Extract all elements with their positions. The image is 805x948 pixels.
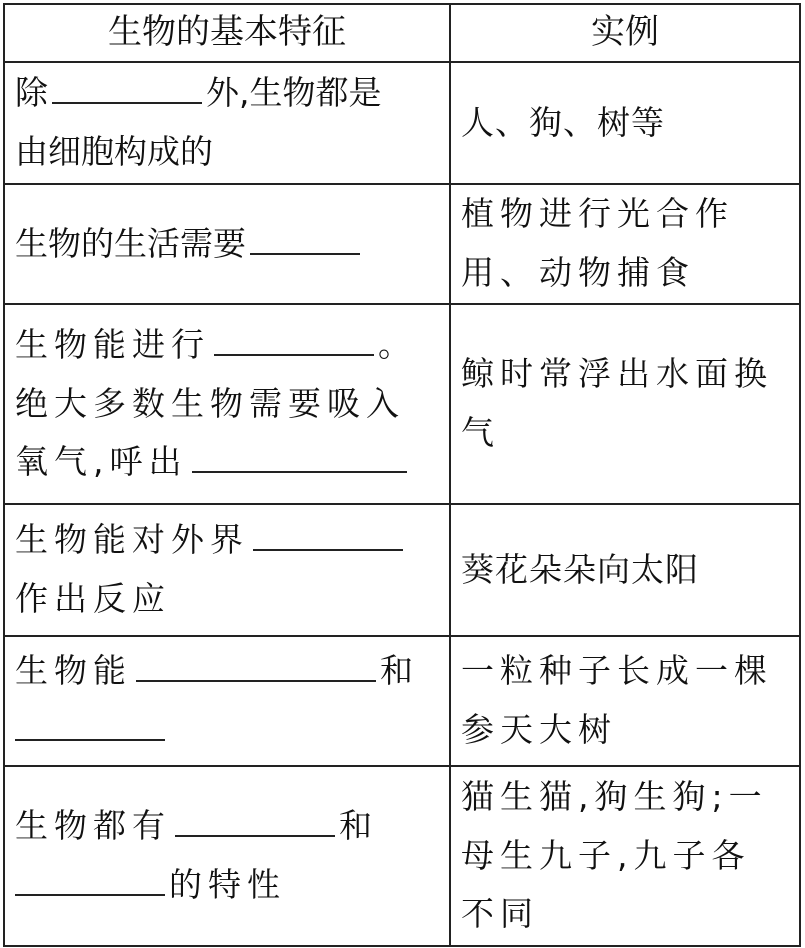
feature-cell bbox=[4, 766, 450, 946]
example-cell: 鲸时常浮出水面换气 bbox=[450, 304, 800, 504]
feature-text: 生物能 bbox=[15, 651, 132, 691]
example-cell: 人、狗、树等 bbox=[450, 62, 800, 184]
example-cell: 猫生猫,狗生狗;一母生九子,九子各不同 bbox=[450, 766, 800, 946]
example-cell: 植物进行光合作用、动物捕食 bbox=[450, 184, 800, 304]
table-row bbox=[4, 766, 800, 946]
feature-text: 和 bbox=[380, 651, 419, 691]
feature-text: 。 bbox=[378, 324, 417, 364]
answer-blank[interactable] bbox=[192, 437, 407, 474]
feature-text: 的特性 bbox=[169, 865, 286, 904]
feature-cell bbox=[4, 636, 450, 766]
answer-blank[interactable] bbox=[253, 515, 403, 552]
feature-text: 绝大多数生物需要吸入 bbox=[15, 383, 405, 423]
feature-text: 氧气,呼出 bbox=[15, 442, 188, 482]
answer-blank[interactable] bbox=[136, 646, 376, 683]
table-header-row bbox=[4, 4, 800, 62]
feature-text: 和 bbox=[339, 806, 378, 846]
feature-table bbox=[3, 3, 801, 947]
table-row bbox=[4, 184, 800, 304]
answer-blank[interactable] bbox=[15, 859, 165, 896]
header-feature: 生物的基本特征 bbox=[4, 4, 450, 62]
answer-blank[interactable] bbox=[52, 68, 202, 105]
feature-cell bbox=[4, 184, 450, 304]
feature-text: 除 bbox=[15, 73, 48, 113]
header-example: 实例 bbox=[450, 4, 800, 62]
feature-text: 作出反应 bbox=[15, 579, 171, 618]
feature-text: 生物能对外界 bbox=[15, 520, 249, 560]
feature-cell bbox=[4, 304, 450, 504]
table-row bbox=[4, 62, 800, 184]
answer-blank[interactable] bbox=[175, 801, 335, 838]
answer-blank[interactable] bbox=[250, 218, 360, 255]
example-cell: 一粒种子长成一棵参天大树 bbox=[450, 636, 800, 766]
feature-text: 生物的生活需要 bbox=[15, 223, 246, 263]
answer-blank[interactable] bbox=[214, 319, 374, 356]
feature-text: 由细胞构成的 bbox=[15, 132, 213, 171]
table-row bbox=[4, 636, 800, 766]
feature-cell bbox=[4, 62, 450, 184]
table-row bbox=[4, 504, 800, 636]
example-cell: 葵花朵朵向太阳 bbox=[450, 504, 800, 636]
feature-cell bbox=[4, 504, 450, 636]
feature-text: 生物能进行 bbox=[15, 324, 210, 364]
answer-blank[interactable] bbox=[15, 704, 165, 741]
table-row bbox=[4, 304, 800, 504]
feature-text: 生物都有 bbox=[15, 806, 171, 846]
feature-text: 外,生物都是 bbox=[206, 73, 382, 113]
